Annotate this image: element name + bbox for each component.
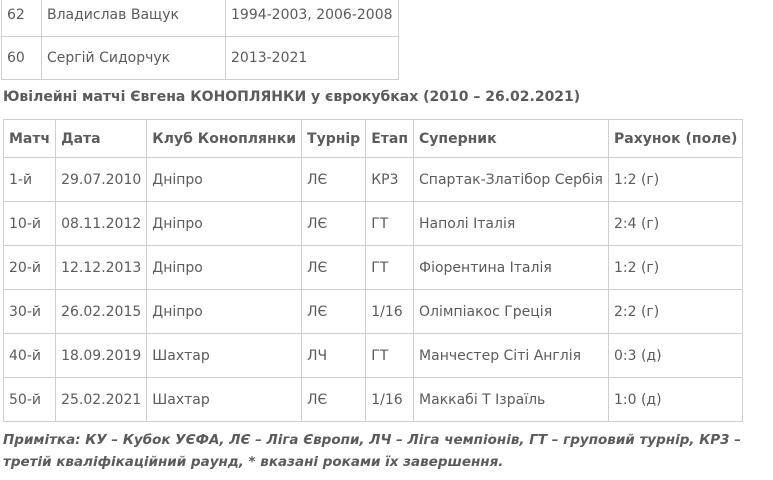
player-years-cell: 1994-2003, 2006-2008: [226, 0, 399, 37]
date-cell: 12.12.2013: [56, 246, 147, 290]
table-row: [4, 202, 743, 246]
players-table: [1, 0, 399, 80]
header-club: Клуб Коноплянки: [147, 120, 302, 158]
club-cell: Дніпро: [147, 202, 302, 246]
stage-cell: ГТ: [366, 334, 414, 378]
section-title: Ювілейні матчі Євгена КОНОПЛЯНКИ у єврокубках (2010 – 26.02.2021): [3, 89, 581, 105]
stage-cell: 1/16: [366, 378, 414, 422]
table-header-row: [4, 120, 743, 158]
club-cell: Шахтар: [147, 378, 302, 422]
date-cell: 25.02.2021: [56, 378, 147, 422]
date-cell: 29.07.2010: [56, 158, 147, 202]
club-cell: Шахтар: [147, 334, 302, 378]
opponent-cell: Маккабі Т Ізраїль: [414, 378, 609, 422]
tournament-cell: ЛЧ: [302, 334, 366, 378]
tournament-cell: ЛЄ: [302, 158, 366, 202]
match-number-cell: 20-й: [4, 246, 56, 290]
header-score: Рахунок (поле): [608, 120, 742, 158]
header-date: Дата: [56, 120, 147, 158]
table-row: [2, 0, 399, 37]
tournament-cell: ЛЄ: [302, 378, 366, 422]
score-cell: 2:2 (г): [608, 290, 742, 334]
score-cell: 2:4 (г): [608, 202, 742, 246]
match-number-cell: 50-й: [4, 378, 56, 422]
header-opponent: Суперник: [414, 120, 609, 158]
opponent-cell: Спартак-Златібор Сербія: [414, 158, 609, 202]
date-cell: 08.11.2012: [56, 202, 147, 246]
stage-cell: ГТ: [366, 246, 414, 290]
tournament-cell: ЛЄ: [302, 246, 366, 290]
match-number-cell: 40-й: [4, 334, 56, 378]
match-number-cell: 10-й: [4, 202, 56, 246]
date-cell: 26.02.2015: [56, 290, 147, 334]
table-row: [4, 334, 743, 378]
score-cell: 1:2 (г): [608, 246, 742, 290]
jubilee-matches-table: [3, 119, 743, 422]
score-cell: 1:0 (д): [608, 378, 742, 422]
table-row: [2, 37, 399, 80]
header-match: Матч: [4, 120, 56, 158]
table-row: [4, 378, 743, 422]
tournament-cell: ЛЄ: [302, 290, 366, 334]
club-cell: Дніпро: [147, 158, 302, 202]
club-cell: Дніпро: [147, 246, 302, 290]
match-number-cell: 1-й: [4, 158, 56, 202]
tournament-cell: ЛЄ: [302, 202, 366, 246]
opponent-cell: Олімпіакос Греція: [414, 290, 609, 334]
table-row: [4, 246, 743, 290]
player-matches-cell: 62: [2, 0, 42, 37]
stage-cell: ГТ: [366, 202, 414, 246]
player-matches-cell: 60: [2, 37, 42, 80]
score-cell: 0:3 (д): [608, 334, 742, 378]
opponent-cell: Манчестер Сіті Англія: [414, 334, 609, 378]
date-cell: 18.09.2019: [56, 334, 147, 378]
club-cell: Дніпро: [147, 290, 302, 334]
player-name-cell: Владислав Ващук: [42, 0, 226, 37]
stage-cell: 1/16: [366, 290, 414, 334]
opponent-cell: Фіорентина Італія: [414, 246, 609, 290]
match-number-cell: 30-й: [4, 290, 56, 334]
score-cell: 1:2 (г): [608, 158, 742, 202]
stage-cell: КР3: [366, 158, 414, 202]
player-years-cell: 2013-2021: [226, 37, 399, 80]
player-name-cell: Сергій Сидорчук: [42, 37, 226, 80]
table-row: [4, 290, 743, 334]
opponent-cell: Наполі Італія: [414, 202, 609, 246]
footnote: Примітка: КУ – Кубок УЄФА, ЛЄ – Ліга Європи, ЛЧ – Ліга чемпіонів, ГТ – груповий турнір, КР3 – третій кваліфікаційний раунд, * вказані роками їх завершення.: [3, 432, 741, 470]
table-row: [4, 158, 743, 202]
header-tournament: Турнір: [302, 120, 366, 158]
header-stage: Етап: [366, 120, 414, 158]
